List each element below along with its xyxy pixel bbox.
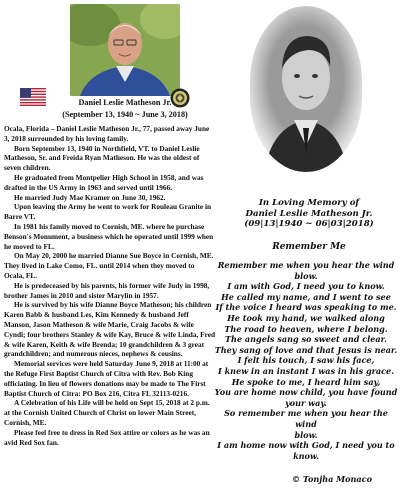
- obituary-paragraph: Born September 13, 1940 in Northfield, VT. to Daniel Leslie Matheson, Sr. and Freida Ryan Matheson. He was the oldest of seven children.: [4, 143, 200, 173]
- obituary-paragraph: Upon leaving the Army he went to work for Rouleau Granite in Barre VT.: [4, 202, 212, 222]
- poem-line: Remember me when you hear the wind: [217, 260, 395, 270]
- obituary-text: [4, 124, 216, 447]
- obituary-paragraph: Please feel free to dress in Red Sox attire or colors as he was an avid Red Sox fan.: [4, 427, 210, 447]
- deceased-name: Daniel Leslie Matheson Jr.: [78, 98, 172, 107]
- obituary-paragraph: Ocala, Florida – Daniel Leslie Matheson Jr., 77, passed away June 3, 2018 surrounded by his loving family.: [4, 124, 210, 143]
- poem-line: blow.: [294, 429, 318, 440]
- life-dates: (September 13, 1940 ~ June 3, 2018): [62, 110, 188, 119]
- portrait-photo-young: [250, 6, 362, 172]
- poem-line: You are home now child, you have found: [214, 387, 398, 398]
- memorial-intro: In Loving Memory of: [258, 198, 360, 208]
- obituary-paragraph: He is survived by his wife Dianne Boyce Matheson; his children Karen Babb & husband Les, Kim Kennedy & husband Jeff Manson, Jason Matheson & wife Marie, Craig Jacobs & wife Cyndi; four brothers Stanley & wife Kay, Bruce & wife Linda, Fred & wife Karen, Keith & wife Brenda; 10 grandchildren & 3 great grandchildren; and numerous nieces, nephews & cousins.: [4, 300, 215, 359]
- obituary-paragraph: On May 20, 2000 he married Dianne Sue Boyce in Cornish, ME. They lived in Lake Como, FL. until 2014 when they moved to Ocala, FL.: [4, 251, 214, 280]
- memorial-dates: (09|13|1940 ~ 06|03|2018): [244, 219, 374, 229]
- memorial-name: Daniel Leslie Matheson Jr.: [245, 208, 373, 219]
- poem-line: The angels sang so sweet and clear.: [225, 334, 387, 345]
- obituary-paragraph: In 1981 his family moved to Cornish, ME. where he purchase Benson's Monument, a business which he operated until 1999 when he moved to FL.: [4, 221, 214, 251]
- poem-line: They sang of love and that Jesus is near.: [214, 344, 398, 355]
- poem-line: I am home now with God, I need you to: [217, 440, 395, 451]
- poem-line: blow.: [294, 270, 318, 281]
- poem-line: If the voice I heard was speaking to me.: [215, 302, 397, 313]
- poem-line: your way.: [285, 397, 327, 408]
- poem-line: I knew in an instant I was in his grace.: [217, 365, 395, 376]
- poem-line: He took my hand, we walked along: [227, 312, 385, 323]
- poem-line: I felt his touch, I saw his face,: [237, 355, 375, 366]
- memorial-heading: [218, 198, 400, 230]
- poem-line: I am with God, I need you to know.: [227, 281, 385, 292]
- poem-line: So remember me when you hear the wind: [224, 408, 388, 429]
- obituary-paragraph: He graduated from Montpelier High School in 1958, and was drafted in the US Army in 1963 and served until 1966.: [4, 172, 204, 192]
- poem-line: He spoke to me, I heard him say,: [231, 376, 381, 387]
- poem-credit: © Tonjha Monaco: [292, 474, 372, 484]
- portrait-photo-older: [70, 4, 180, 96]
- poem-line: know.: [293, 450, 319, 461]
- poem-title: Remember Me: [272, 242, 346, 252]
- obituary-paragraph: He is predeceased by his parents, his former wife Judy in 1998, brother James in 2010 and sister Marylin in 1957.: [4, 280, 210, 300]
- obituary-paragraph: A Celebration of his Life will be held on Sept 15, 2018 at 2 p.m. at the Cornish United Church of Christ on lower Main Street, Cornish, ME.: [4, 398, 210, 427]
- obituary-paragraph: He married Judy Mae Kramer on June 30, 1962.: [14, 192, 166, 202]
- poem-line: The road to heaven, where I belong.: [224, 323, 388, 334]
- name-header: [40, 97, 210, 121]
- poem: [212, 260, 400, 461]
- obituary-paragraph: Memorial services were held Saturday June 9, 2018 at 11:00 at the Refuge First Baptist Church of Citra with Rev. Bob King officiating. In lieu of flowers donations may be made to The First Baptist Church of Citra: PO Box 216, Citra FL 32113-0216.: [4, 359, 209, 398]
- poem-line: He called my name, and I went to see: [221, 291, 391, 302]
